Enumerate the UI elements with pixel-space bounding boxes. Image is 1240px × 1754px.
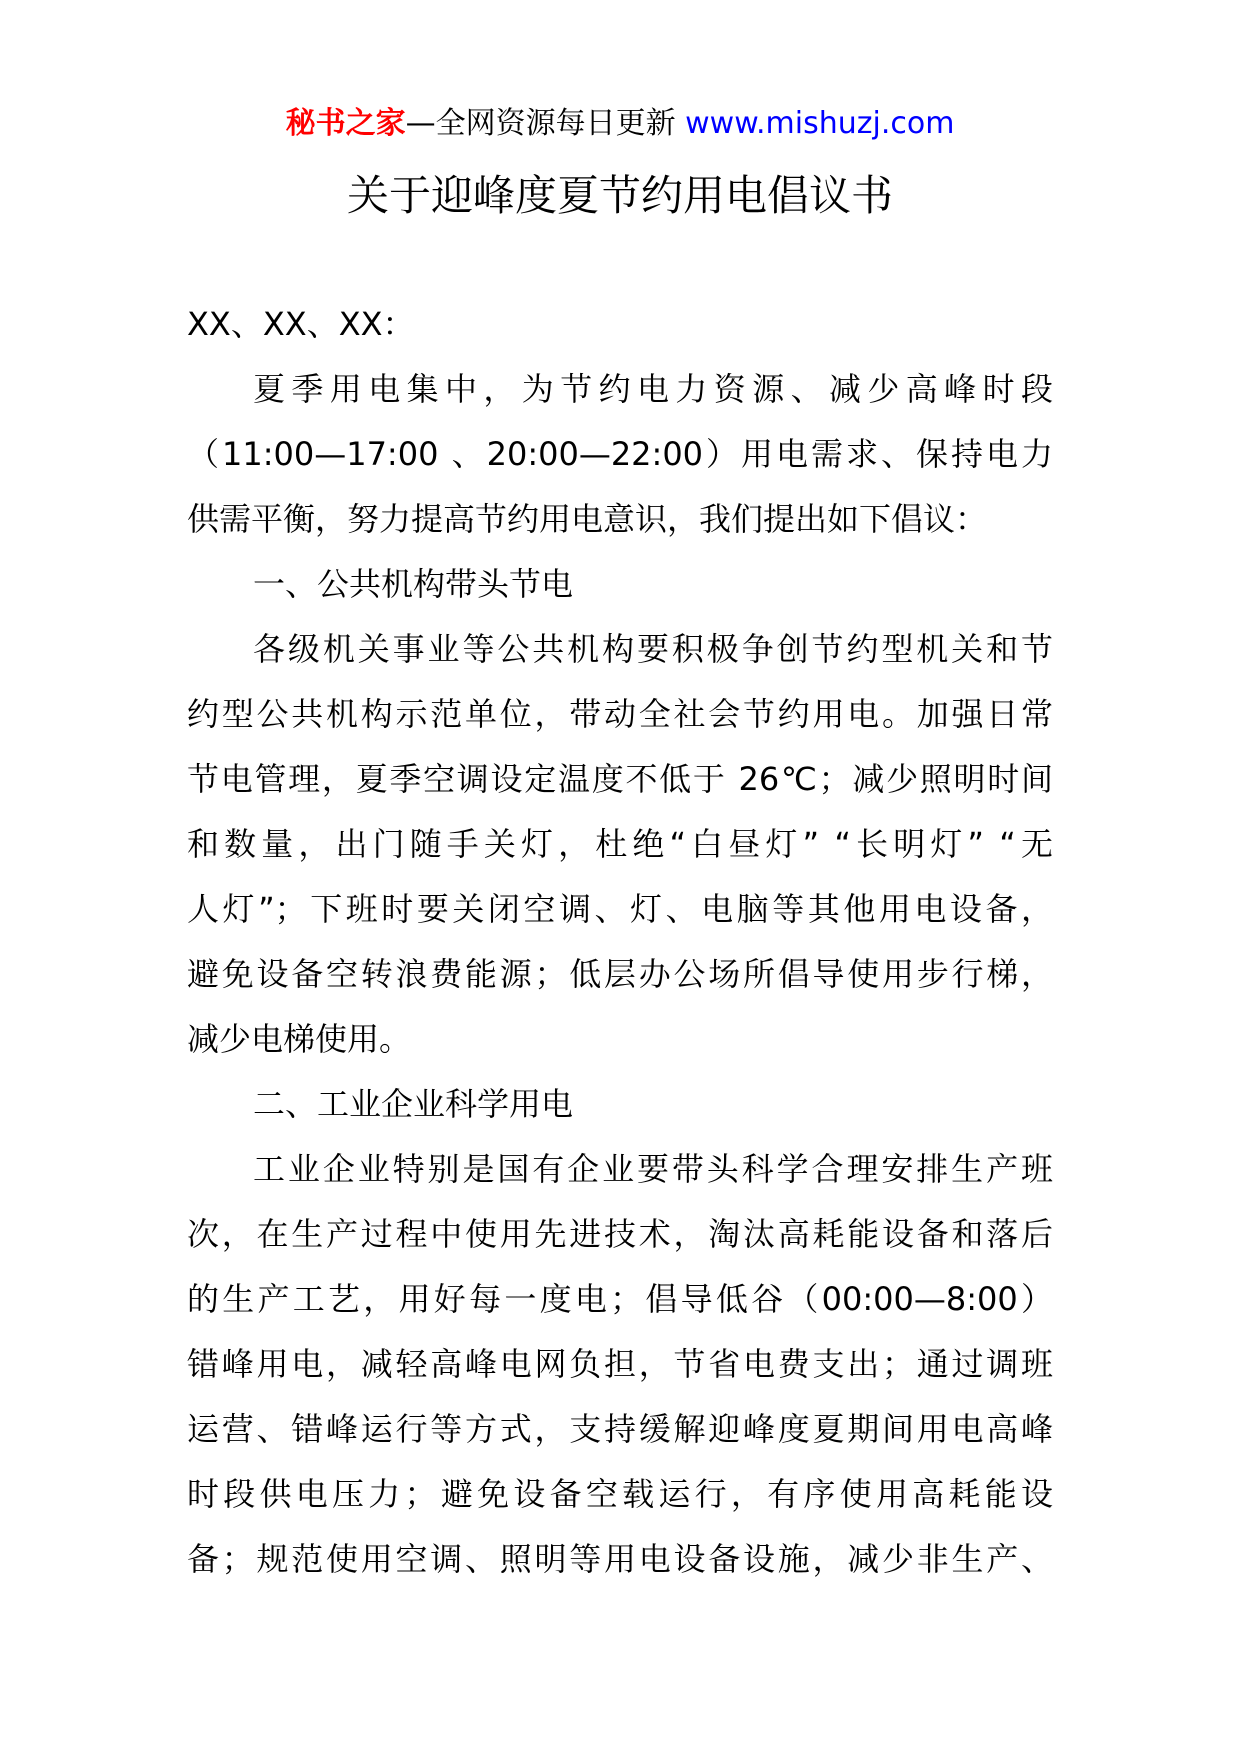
- paragraph-line: 备；规范使用空调、照明等用电设备设施，减少非生产、: [187, 1540, 1053, 1578]
- paragraph-line: 减少电梯使用。: [187, 1020, 412, 1058]
- site-url: www.mishuzj.com: [685, 106, 955, 141]
- paragraph-line: 避免设备空转浪费能源；低层办公场所倡导使用步行梯，: [187, 955, 1053, 993]
- paragraph-line: 各级机关事业等公共机构要积极争创节约型机关和节: [253, 630, 1053, 668]
- paragraph-line: 约型公共机构示范单位，带动全社会节约用电。加强日常: [187, 695, 1053, 733]
- header-slogan: —全网资源每日更新: [405, 106, 686, 141]
- paragraph-line: 夏季用电集中，为节约电力资源、减少高峰时段: [253, 370, 1053, 408]
- document-title: 关于迎峰度夏节约用电倡议书: [346, 171, 893, 220]
- document-body: [187, 292, 1053, 1592]
- paragraph-line: 工业企业特别是国有企业要带头科学合理安排生产班: [253, 1150, 1053, 1188]
- paragraph-line: 节电管理，夏季空调设定温度不低于 26℃；减少照明时间: [187, 760, 1053, 798]
- brand-name: 秘书之家: [285, 106, 406, 141]
- section-heading: 二、工业企业科学用电: [253, 1085, 574, 1123]
- paragraph-line: （11:00—17:00 、20:00—22:00）用电需求、保持电力: [187, 435, 1053, 473]
- section-heading: 一、公共机构带头节电: [253, 565, 574, 603]
- paragraph-line: 和数量，出门随手关灯，杜绝“白昼灯” “长明灯” “无: [187, 825, 1053, 863]
- paragraph-line: 次，在生产过程中使用先进技术，淘汰高耗能设备和落后: [187, 1215, 1053, 1253]
- salutation: XX、XX、XX：: [187, 305, 415, 343]
- paragraph-line: 的生产工艺，用好每一度电；倡导低谷（00:00—8:00）: [187, 1280, 1053, 1318]
- paragraph-line: 运营、错峰运行等方式，支持缓解迎峰度夏期间用电高峰: [187, 1410, 1053, 1448]
- paragraph-line: 供需平衡，努力提高节约用电意识，我们提出如下倡议：: [187, 500, 988, 538]
- paragraph-line: 人灯”；下班时要关闭空调、灯、电脑等其他用电设备，: [187, 890, 1053, 928]
- paragraph-line: 错峰用电，减轻高峰电网负担，节省电费支出；通过调班: [187, 1345, 1053, 1383]
- header-banner: [0, 104, 1240, 144]
- paragraph-line: 时段供电压力；避免设备空载运行，有序使用高耗能设: [187, 1475, 1053, 1513]
